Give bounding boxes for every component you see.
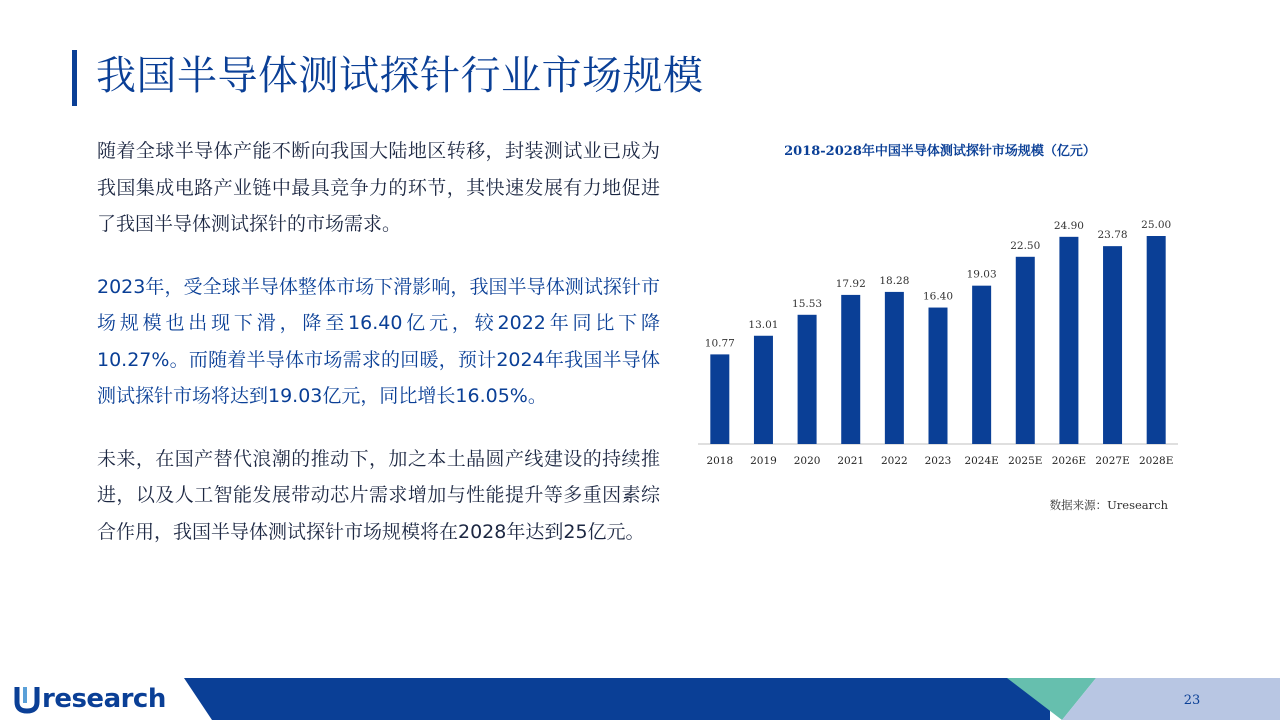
logo-text: research (42, 684, 166, 714)
category-label-2028E: 2028E (1138, 455, 1174, 467)
value-label-2020: 15.53 (792, 297, 823, 310)
category-label-2027E: 2027E (1095, 455, 1130, 467)
footer-band (0, 678, 1280, 720)
logo-u-icon (14, 684, 40, 714)
value-label-2018: 10.77 (704, 337, 735, 350)
bar-2021 (841, 295, 860, 444)
category-label-2018: 2018 (706, 455, 734, 467)
paragraph-3: 未来，在国产替代浪潮的推动下，加之本土晶圆产线建设的持续推进，以及人工智能发展带动芯片需求增加与性能提升等多重因素综合作用，我国半导体测试探针市场规模将在2028年达到25亿元。 (97, 447, 660, 543)
bar-chart-canvas (690, 130, 1190, 490)
bar-2019 (754, 336, 773, 444)
value-label-2024E: 19.03 (966, 268, 997, 281)
bar-2023 (929, 308, 948, 444)
value-label-2023: 16.40 (922, 290, 954, 303)
value-label-2028E: 25.00 (1141, 219, 1172, 231)
body-text (97, 133, 660, 576)
value-label-2019: 13.01 (748, 318, 779, 331)
value-label-2025E: 22.50 (1010, 239, 1041, 252)
bar-2025E (1016, 257, 1035, 444)
market-size-chart (690, 130, 1190, 530)
category-label-2022: 2022 (880, 455, 908, 467)
bar-2018 (710, 354, 729, 444)
category-label-2023: 2023 (924, 455, 952, 467)
category-label-2021: 2021 (837, 455, 865, 467)
bar-2020 (798, 315, 817, 444)
data-source: 数据来源：Uresearch (1049, 498, 1168, 512)
value-label-2022: 18.28 (879, 274, 910, 287)
uresearch-logo (14, 681, 166, 717)
page-title: 我国半导体测试探针行业市场规模 (96, 53, 704, 99)
footer-blue-band (184, 678, 1050, 720)
footer-light-band (1062, 678, 1280, 720)
bar-2024E (972, 286, 991, 444)
bar-2027E (1103, 246, 1122, 444)
bar-2022 (885, 292, 904, 444)
category-label-2019: 2019 (750, 455, 777, 467)
page-number: 23 (1183, 693, 1201, 708)
footer (0, 678, 1280, 720)
bar-2026E (1059, 237, 1078, 444)
title-accent-bar (72, 50, 77, 106)
value-label-2026E: 24.90 (1053, 219, 1084, 232)
category-label-2025E: 2025E (1008, 455, 1043, 467)
category-label-2026E: 2026E (1051, 455, 1087, 467)
paragraph-1: 随着全球半导体产能不断向我国大陆地区转移，封装测试业已成为我国集成电路产业链中最具竞争力的环节，其快速发展有力地促进了我国半导体测试探针的市场需求。 (97, 140, 660, 235)
category-label-2020: 2020 (793, 455, 821, 467)
paragraph-2: 2023年，受全球半导体整体市场下滑影响，我国半导体测试探针市场规模也出现下滑，降至16.40亿元，较2022年同比下降10.27%。而随着半导体市场需求的回暖，预计2024年我国半导体测试探针市场将达到19.03亿元，同比增长16.05%。 (97, 275, 660, 407)
chart-title: 2018-2028年中国半导体测试探针市场规模（亿元） (784, 144, 1096, 159)
value-label-2021: 17.92 (835, 277, 866, 290)
value-label-2027E: 23.78 (1097, 229, 1128, 242)
bar-2028E (1147, 236, 1166, 444)
category-label-2024E: 2024E (964, 455, 999, 467)
